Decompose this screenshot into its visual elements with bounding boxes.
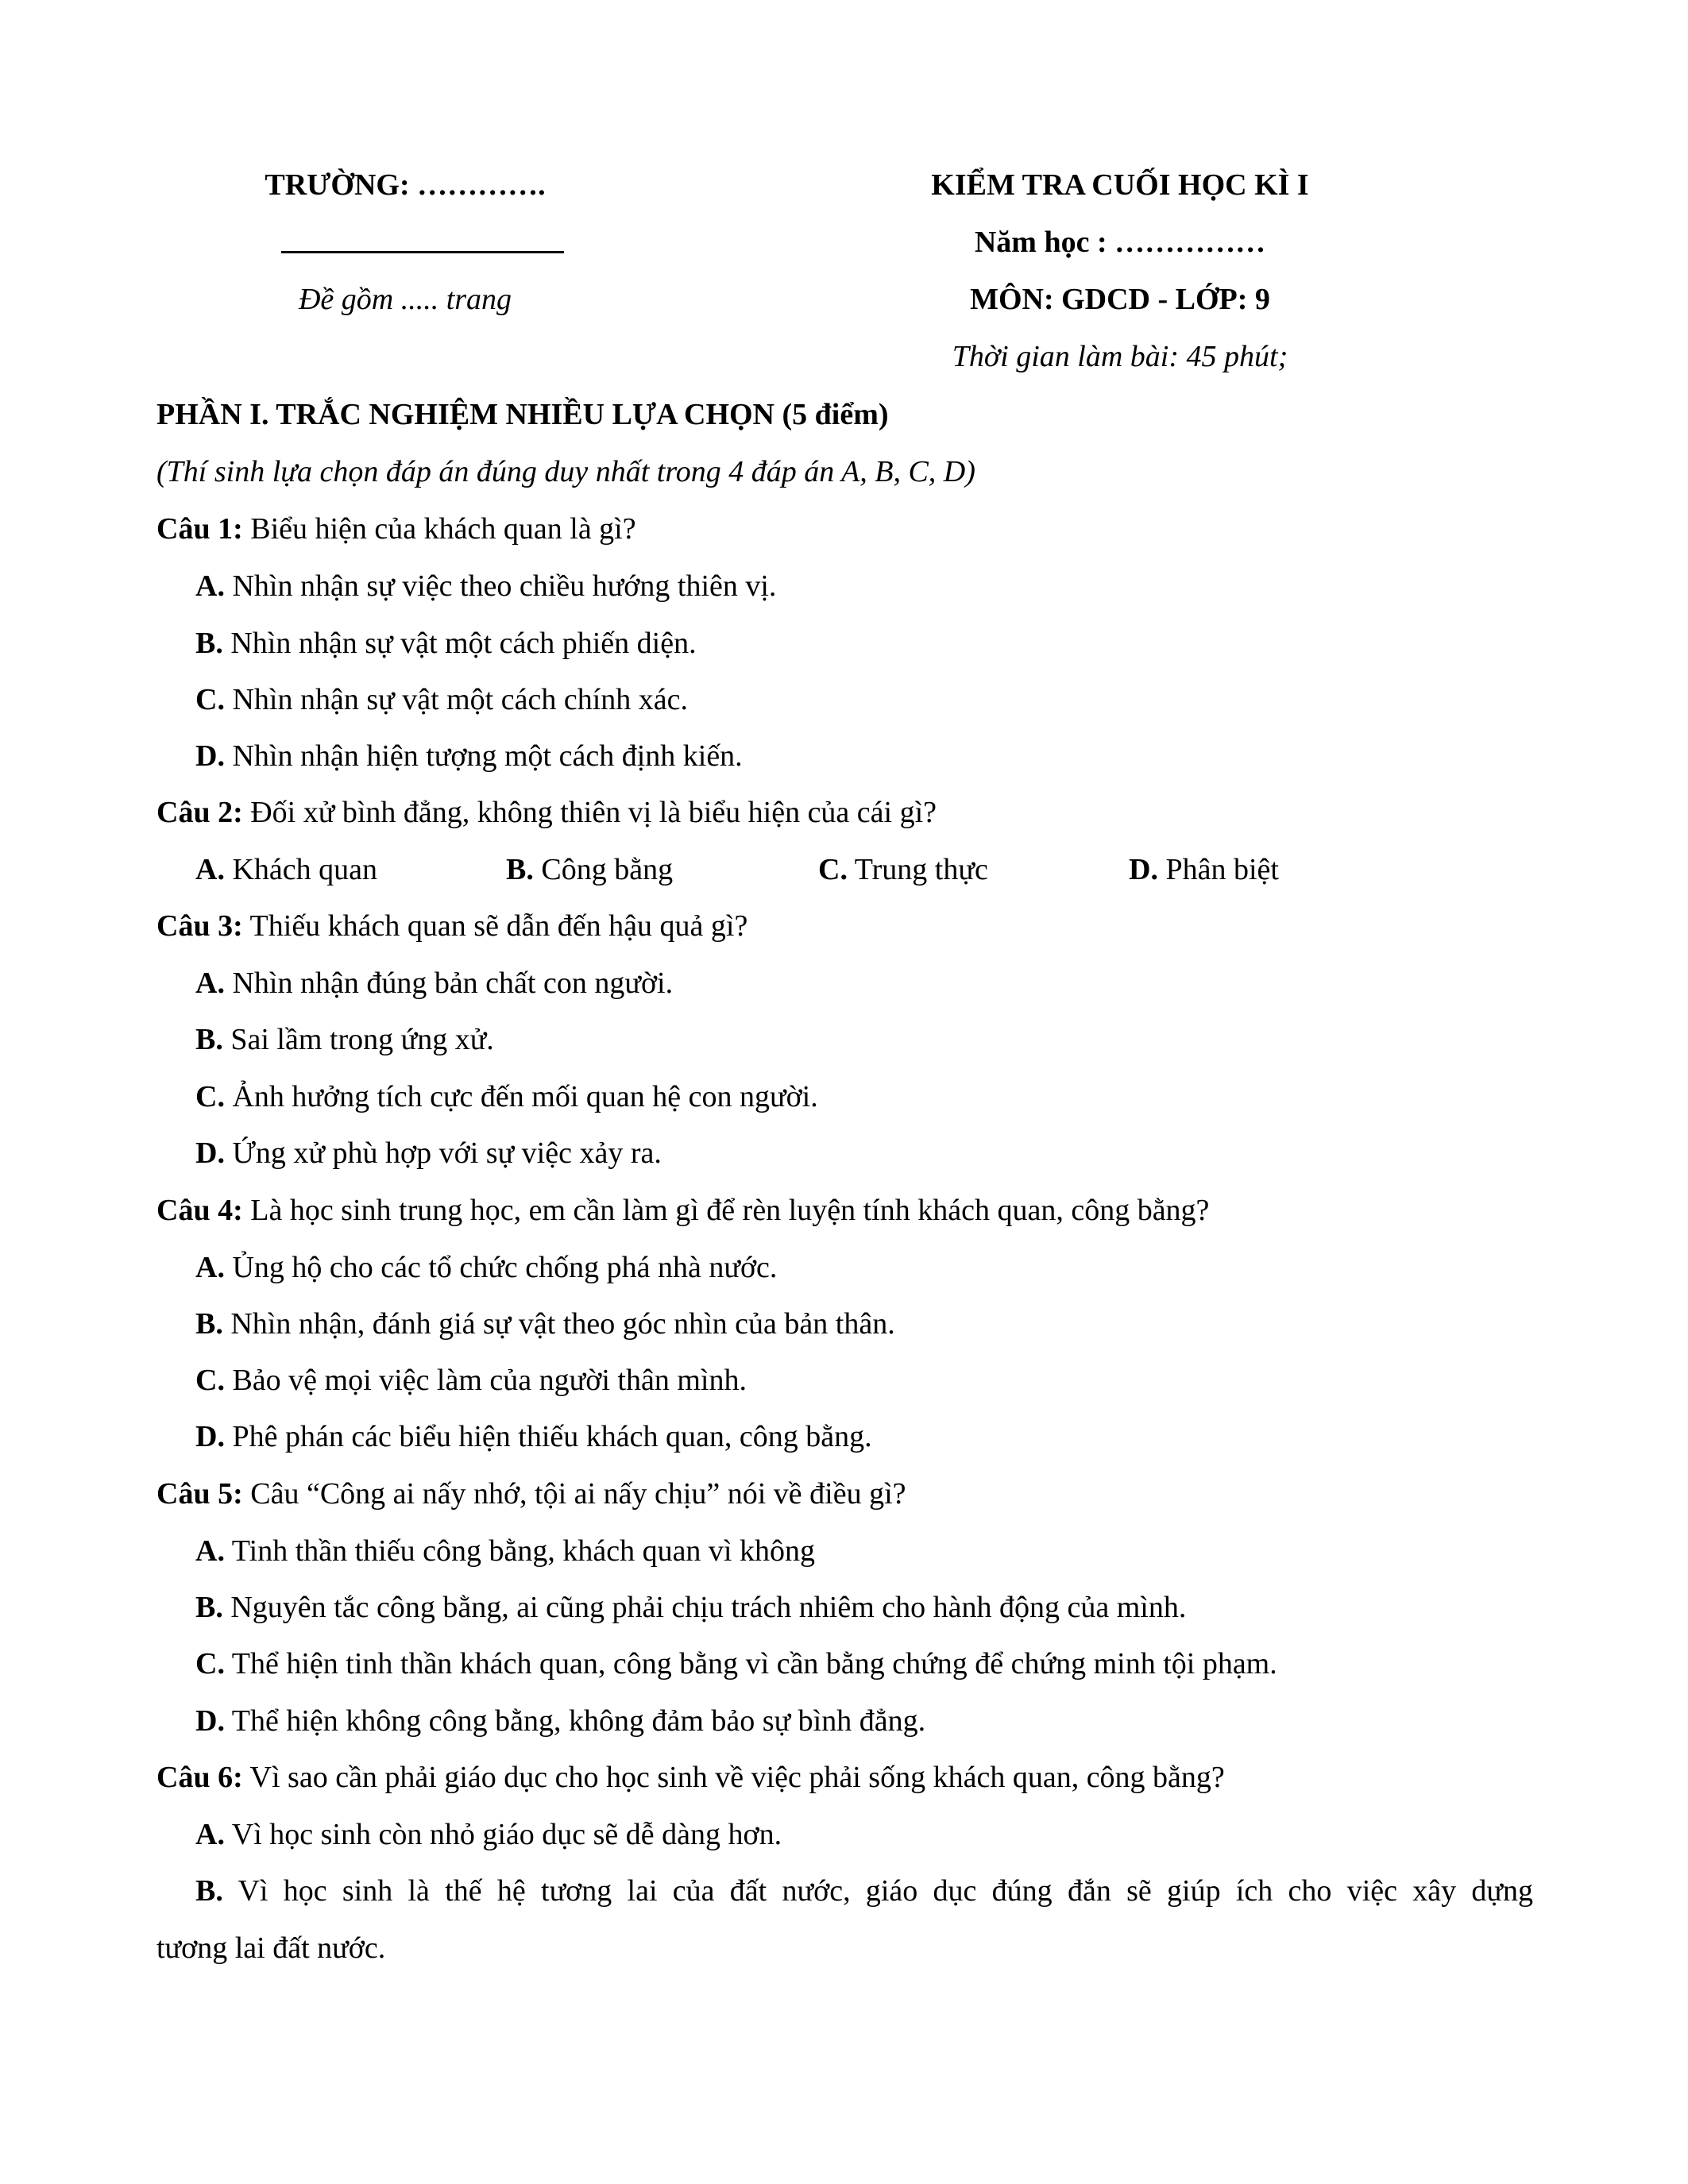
subject-grade: MÔN: GDCD - LỚP: 9 (970, 283, 1270, 316)
option-letter: A. (195, 967, 225, 1000)
option-3c (195, 1082, 818, 1112)
option-4d (195, 1422, 872, 1452)
option-text: Vì học sinh là thế hệ tương lai của đất nước, giáo dục đúng đắn sẽ giúp ích cho việc xây dựng (222, 1874, 1533, 1908)
option-text: Nhìn nhận sự vật một cách phiến diện. (222, 627, 697, 660)
question-label: Câu 3: (156, 909, 243, 943)
option-letter: A. (195, 569, 225, 603)
question-text: Là học sinh trung học, em cần làm gì để rèn luyện tính khách quan, công bằng? (242, 1194, 1210, 1227)
question-2 (156, 797, 937, 828)
option-5b (195, 1592, 1186, 1623)
option-text: Sai lầm trong ứng xử. (222, 1023, 494, 1056)
option-text: Nhìn nhận, đánh giá sự vật theo góc nhìn của bản thân. (222, 1307, 895, 1341)
question-text: Câu “Công ai nấy nhớ, tội ai nấy chịu” nói về điều gì? (242, 1477, 906, 1511)
option-letter: C. (818, 853, 848, 886)
option-letter: C. (195, 1080, 225, 1113)
option-2a (195, 855, 377, 885)
question-4 (156, 1195, 1209, 1225)
option-letter: A. (195, 1251, 225, 1284)
header-divider (281, 251, 564, 253)
option-text: Nhìn nhận đúng bản chất con người. (224, 967, 674, 1000)
option-letter: D. (195, 1704, 225, 1738)
option-letter: D. (195, 1136, 225, 1170)
question-text: Đối xử bình đẳng, không thiên vị là biểu hiện của cái gì? (242, 796, 937, 829)
question-5 (156, 1479, 906, 1509)
option-5a (195, 1536, 815, 1566)
option-letter: C. (195, 1364, 225, 1397)
option-letter: B. (506, 853, 534, 886)
option-2d (1129, 855, 1279, 885)
option-text: Công bằng (533, 853, 674, 886)
question-label: Câu 4: (156, 1194, 243, 1227)
option-text: Bảo vệ mọi việc làm của người thân mình. (224, 1364, 747, 1397)
option-5c (195, 1649, 1277, 1679)
pages-note: Đề gồm ..... trang (298, 283, 512, 316)
option-6b-continuation: tương lai đất nước. (156, 1931, 386, 1965)
option-1b (195, 628, 697, 658)
question-6 (156, 1762, 1225, 1792)
option-text: Vì học sinh còn nhỏ giáo dục sẽ dễ dàng hơn. (224, 1818, 782, 1851)
option-6b (195, 1876, 1533, 1906)
option-3a (195, 968, 673, 998)
section-title: PHẦN I. TRẮC NGHIỆM NHIỀU LỰA CHỌN (5 điểm) (156, 398, 889, 431)
option-letter: C. (195, 1647, 225, 1680)
option-letter: D. (1129, 853, 1158, 886)
school-year: Năm học : …………… (974, 226, 1266, 259)
option-text: Thể hiện tinh thần khách quan, công bằng vì cần bằng chứng để chứng minh tội phạm. (224, 1647, 1277, 1680)
option-text: Ủng hộ cho các tổ chức chống phá nhà nước. (224, 1251, 778, 1284)
option-2b (506, 855, 673, 885)
option-letter: C. (195, 683, 225, 716)
question-label: Câu 5: (156, 1477, 243, 1511)
option-1d (195, 741, 743, 771)
option-letter: B. (195, 627, 223, 660)
option-text: Ảnh hưởng tích cực đến mối quan hệ con người. (224, 1080, 818, 1113)
option-letter: A. (195, 1534, 225, 1568)
option-letter: A. (195, 853, 225, 886)
option-text: Phê phán các biểu hiện thiếu khách quan, công bằng. (224, 1420, 872, 1453)
option-6a (195, 1819, 782, 1850)
option-4a (195, 1252, 777, 1283)
option-letter: D. (195, 1420, 225, 1453)
option-3d (195, 1138, 662, 1168)
question-text: Biểu hiện của khách quan là gì? (242, 512, 636, 546)
exam-title: KIỂM TRA CUỐI HỌC KÌ I (931, 168, 1309, 202)
question-text: Thiếu khách quan sẽ dẫn đến hậu quả gì? (242, 909, 748, 943)
option-2c (818, 855, 988, 885)
option-letter: D. (195, 739, 225, 773)
option-letter: B. (195, 1307, 223, 1341)
section-instruction: (Thí sinh lựa chọn đáp án đúng duy nhất trong 4 đáp án A, B, C, D) (156, 455, 975, 488)
question-label: Câu 1: (156, 512, 243, 546)
option-letter: B. (195, 1874, 223, 1908)
option-1c (195, 685, 688, 715)
option-4c (195, 1365, 747, 1395)
option-text: Nguyên tắc công bằng, ai cũng phải chịu trách nhiêm cho hành động của mình. (222, 1591, 1187, 1624)
option-5d (195, 1706, 925, 1736)
option-text: Tinh thần thiếu công bằng, khách quan vì không (224, 1534, 815, 1568)
option-text: Trung thực (847, 853, 988, 886)
question-label: Câu 6: (156, 1761, 243, 1794)
option-letter: B. (195, 1591, 223, 1624)
option-text: Ứng xử phù hợp với sự việc xảy ra. (224, 1136, 662, 1170)
option-text: Nhìn nhận sự vật một cách chính xác. (224, 683, 688, 716)
school-label: TRƯỜNG: …………. (265, 168, 546, 202)
option-4b (195, 1309, 895, 1339)
question-1 (156, 514, 636, 544)
option-3b (195, 1024, 494, 1055)
option-letter: A. (195, 1818, 225, 1851)
time-limit: Thời gian làm bài: 45 phút; (952, 340, 1288, 373)
option-text: Nhìn nhận sự việc theo chiều hướng thiên vị. (224, 569, 777, 603)
option-text: Thể hiện không công bằng, không đảm bảo sự bình đẳng. (224, 1704, 926, 1738)
option-1a (195, 571, 776, 601)
question-3 (156, 911, 747, 941)
option-text: Phân biệt (1157, 853, 1279, 886)
question-text: Vì sao cần phải giáo dục cho học sinh về việc phải sống khách quan, công bằng? (242, 1761, 1225, 1794)
option-text: Khách quan (224, 853, 377, 886)
question-label: Câu 2: (156, 796, 243, 829)
option-letter: B. (195, 1023, 223, 1056)
option-text: Nhìn nhận hiện tượng một cách định kiến. (224, 739, 743, 773)
